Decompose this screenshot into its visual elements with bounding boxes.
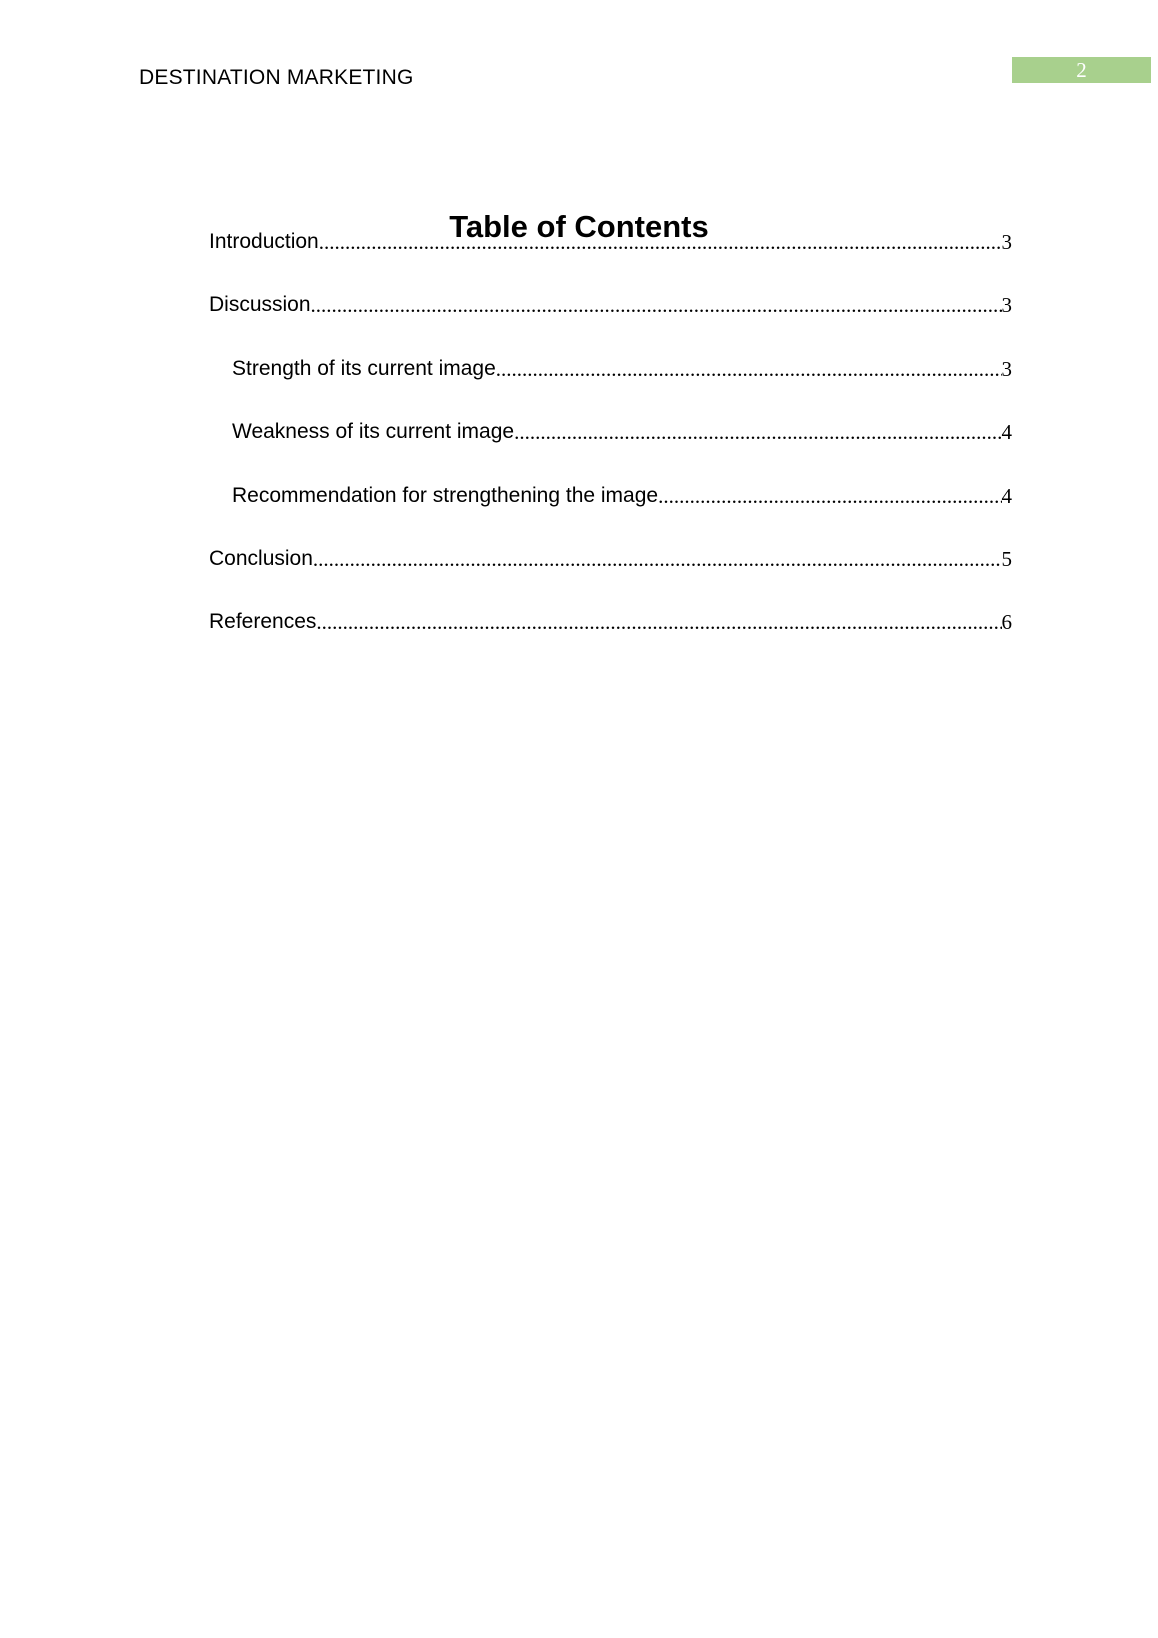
toc-entry-page: 3: [1001, 293, 1012, 318]
toc-entry-strength[interactable]: [209, 351, 1012, 414]
toc-entry-title: References: [209, 610, 317, 634]
toc-entry-weakness[interactable]: [209, 414, 1012, 477]
toc-entry-page: 5: [1001, 546, 1012, 571]
toc-entry-recommendation[interactable]: [209, 478, 1012, 541]
toc-dot-leader: [313, 541, 1002, 577]
toc-entry-page: 3: [1001, 230, 1012, 254]
toc-entry-discussion[interactable]: [209, 287, 1012, 350]
toc-dot-leader: [658, 478, 1001, 514]
toc-entry-page: 3: [1001, 356, 1012, 381]
toc-dot-leader: [316, 604, 1001, 640]
toc-entry-title: Weakness of its current image: [232, 420, 515, 444]
toc-entry-references[interactable]: [209, 604, 1012, 667]
toc-heading: Table of Contents: [449, 208, 709, 244]
toc-entry-title: Conclusion: [209, 546, 313, 570]
running-header-title: DESTINATION MARKETING: [139, 66, 414, 89]
toc-entry-page: 4: [1001, 483, 1012, 508]
toc-entry-title: Discussion: [209, 293, 311, 317]
toc-entry-title: Strength of its current image: [232, 356, 496, 380]
toc-entry-page: 4: [1001, 420, 1012, 445]
toc-entry-title: Introduction: [209, 230, 319, 253]
toc-dot-leader: [496, 351, 1002, 387]
page-number-badge: 2: [1012, 57, 1151, 83]
toc-entry-page: 6: [1001, 610, 1012, 635]
toc-dot-leader: [319, 224, 1002, 260]
toc-entry-introduction[interactable]: [209, 224, 1012, 287]
toc-entry-conclusion[interactable]: [209, 541, 1012, 604]
toc-dot-leader: [514, 414, 1001, 450]
toc-entry-title: Recommendation for strengthening the image: [232, 483, 659, 507]
toc-dot-leader: [311, 287, 1002, 323]
table-of-contents: [209, 224, 1012, 668]
